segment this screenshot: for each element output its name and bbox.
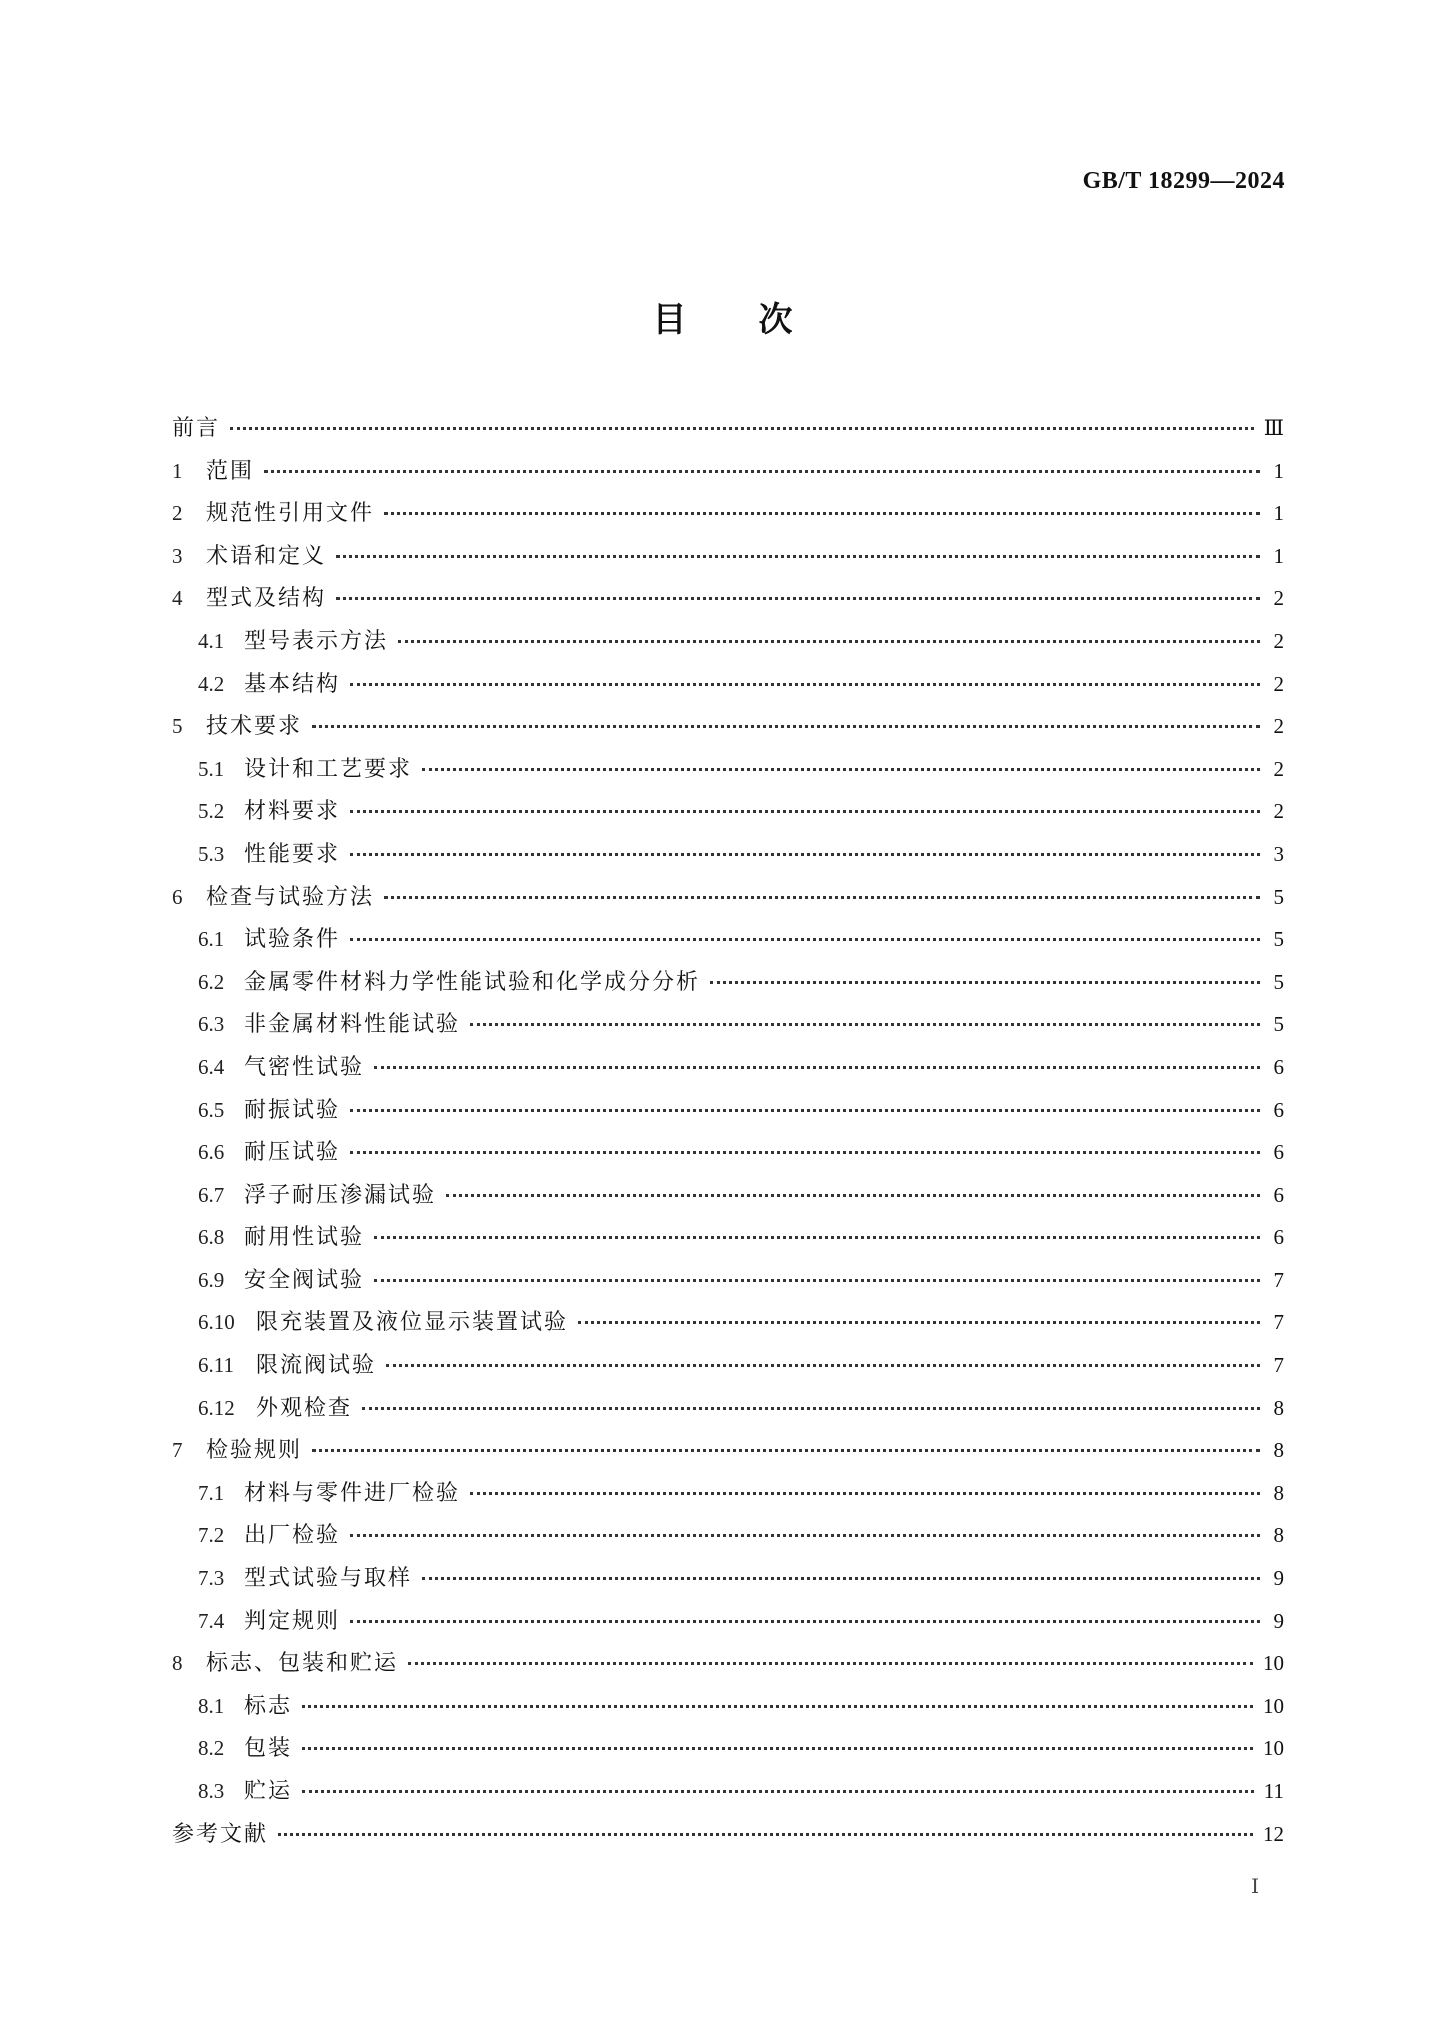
- toc-entry-label: 性能要求: [244, 841, 341, 867]
- toc-entry-page: 8: [1273, 1395, 1284, 1420]
- toc-entry-number: 5.1: [198, 756, 225, 781]
- toc-entry-page: 10: [1263, 1736, 1284, 1761]
- toc-leader-dots: [384, 896, 1260, 899]
- toc-leader-dots: [470, 1023, 1260, 1026]
- toc-entry[interactable]: [172, 1561, 1284, 1604]
- toc-entry[interactable]: [172, 1135, 1284, 1178]
- toc-entry[interactable]: [172, 1007, 1284, 1050]
- toc-entry-page: 8: [1273, 1480, 1284, 1505]
- toc-entry[interactable]: [172, 624, 1284, 667]
- toc-entry-page: 1: [1273, 501, 1284, 526]
- toc-entry-page: 12: [1263, 1821, 1284, 1846]
- toc-entry-number: 4: [172, 586, 183, 611]
- toc-entry[interactable]: [172, 794, 1284, 837]
- toc-entry-label: 标志、包装和贮运: [206, 1651, 399, 1677]
- toc-entry[interactable]: [172, 1646, 1284, 1689]
- toc-entry-number: 6.6: [198, 1140, 225, 1165]
- toc-entry-number: 5.2: [198, 799, 225, 824]
- toc-leader-dots: [374, 1066, 1260, 1069]
- toc-entry[interactable]: [172, 752, 1284, 795]
- toc-entry-number: 6.9: [198, 1267, 225, 1292]
- toc-leader-dots: [302, 1790, 1254, 1793]
- toc-leader-dots: [350, 853, 1260, 856]
- toc-entry-page: 2: [1273, 799, 1284, 824]
- toc-entry-number: 8.2: [198, 1736, 225, 1761]
- toc-entry-page: 6: [1273, 1097, 1284, 1122]
- toc-entry-label: 金属零件材料力学性能试验和化学成分分析: [244, 969, 701, 995]
- toc-entry[interactable]: [172, 1178, 1284, 1221]
- toc-entry[interactable]: [172, 411, 1284, 454]
- toc-entry-number: 6.4: [198, 1054, 225, 1079]
- toc-leader-dots: [302, 1705, 1253, 1708]
- toc-leader-dots: [302, 1747, 1253, 1750]
- toc-entry[interactable]: [172, 1476, 1284, 1519]
- toc-entry-label: 耐振试验: [244, 1097, 341, 1123]
- toc-entry-label: 型式及结构: [206, 586, 327, 612]
- toc-entry-label: 术语和定义: [206, 543, 327, 569]
- toc-entry-label: 规范性引用文件: [206, 501, 375, 527]
- toc-entry[interactable]: [172, 454, 1284, 497]
- toc-entry-label: 包装: [244, 1736, 293, 1762]
- toc-leader-dots: [408, 1662, 1253, 1665]
- toc-entry-label: 检验规则: [206, 1438, 303, 1464]
- toc-entry-page: 5: [1273, 969, 1284, 994]
- toc-leader-dots: [374, 1279, 1260, 1282]
- standard-number: GB/T 18299—2024: [1082, 168, 1285, 194]
- toc-entry-page: 9: [1273, 1566, 1284, 1591]
- toc-leader-dots: [230, 427, 1254, 430]
- toc-entry-label: 前言: [172, 416, 221, 441]
- toc-entry[interactable]: [172, 1604, 1284, 1647]
- toc-entry-page: 7: [1273, 1353, 1284, 1378]
- toc-entry[interactable]: [172, 1391, 1284, 1434]
- toc-entry-page: 6: [1273, 1054, 1284, 1079]
- toc-entry-label: 检查与试验方法: [206, 884, 375, 910]
- toc-entry[interactable]: [172, 1093, 1284, 1136]
- toc-leader-dots: [350, 1109, 1260, 1112]
- toc-leader-dots: [422, 768, 1260, 771]
- toc-entry-label: 限充装置及液位显示装置试验: [256, 1310, 569, 1336]
- toc-entry-label: 非金属材料性能试验: [244, 1012, 461, 1038]
- toc-leader-dots: [384, 512, 1260, 515]
- toc-entry-number: 2: [172, 501, 183, 526]
- toc-entry-label: 出厂检验: [244, 1523, 341, 1549]
- toc-entry-page: 6: [1273, 1225, 1284, 1250]
- toc-entry-number: 8.3: [198, 1779, 225, 1803]
- toc-entry-page: 2: [1273, 671, 1284, 696]
- toc-leader-dots: [362, 1407, 1260, 1410]
- toc-leader-dots: [350, 1620, 1260, 1623]
- toc-leader-dots: [312, 725, 1260, 728]
- toc-entry[interactable]: [172, 709, 1284, 752]
- table-of-contents: [172, 411, 1284, 1859]
- toc-entry-label: 基本结构: [244, 671, 341, 697]
- toc-entry[interactable]: [172, 1689, 1284, 1732]
- toc-entry-page: 1: [1273, 458, 1284, 483]
- toc-entry-label: 型式试验与取样: [244, 1566, 413, 1592]
- toc-leader-dots: [710, 981, 1260, 984]
- toc-leader-dots: [350, 938, 1260, 941]
- toc-entry-label: 耐压试验: [244, 1140, 341, 1166]
- toc-entry-page: 10: [1263, 1651, 1284, 1676]
- toc-leader-dots: [350, 1151, 1260, 1154]
- toc-entry[interactable]: [172, 1817, 1284, 1860]
- toc-entry-page: 2: [1273, 586, 1284, 611]
- toc-entry-label: 安全阀试验: [244, 1267, 365, 1293]
- toc-entry-label: 标志: [244, 1693, 293, 1719]
- toc-entry-label: 范围: [206, 458, 255, 484]
- toc-entry-page: Ⅲ: [1263, 416, 1284, 440]
- toc-entry-number: 6.5: [198, 1097, 225, 1122]
- toc-entry-number: 7.3: [198, 1566, 225, 1591]
- toc-leader-dots: [386, 1364, 1260, 1367]
- toc-entry[interactable]: [172, 667, 1284, 710]
- toc-entry-page: 2: [1273, 756, 1284, 781]
- toc-entry[interactable]: [172, 1220, 1284, 1263]
- toc-entry-number: 6.12: [198, 1395, 235, 1420]
- toc-entry-page: 5: [1273, 1012, 1284, 1037]
- toc-entry-page: 10: [1263, 1693, 1284, 1718]
- toc-entry-page: 5: [1273, 884, 1284, 909]
- toc-entry-number: 8.1: [198, 1693, 225, 1718]
- page-title: 目次: [652, 300, 865, 340]
- toc-entry[interactable]: [172, 837, 1284, 880]
- toc-leader-dots: [350, 810, 1260, 813]
- toc-entry-number: 7.4: [198, 1608, 225, 1633]
- toc-entry-page: 1: [1273, 543, 1284, 568]
- toc-entry-page: 2: [1273, 714, 1284, 739]
- toc-entry-page: 7: [1273, 1310, 1284, 1335]
- toc-entry-number: 6.8: [198, 1225, 225, 1250]
- toc-leader-dots: [374, 1236, 1260, 1239]
- toc-entry[interactable]: [172, 539, 1284, 582]
- toc-entry-label: 限流阀试验: [256, 1353, 377, 1379]
- toc-entry-page: 8: [1273, 1523, 1284, 1548]
- toc-entry-page: 5: [1273, 927, 1284, 952]
- toc-entry[interactable]: [172, 1774, 1284, 1817]
- toc-entry[interactable]: [172, 1305, 1284, 1348]
- toc-entry-label: 气密性试验: [244, 1054, 365, 1080]
- toc-leader-dots: [278, 1833, 1253, 1836]
- toc-entry[interactable]: [172, 1263, 1284, 1306]
- toc-entry[interactable]: [172, 1050, 1284, 1093]
- toc-leader-dots: [336, 555, 1260, 558]
- page-number: Ⅰ: [1251, 1876, 1259, 1898]
- toc-entry-number: 5.3: [198, 841, 225, 866]
- toc-entry-page: 9: [1273, 1608, 1284, 1633]
- toc-entry-label: 设计和工艺要求: [244, 756, 413, 782]
- toc-entry-number: 4.1: [198, 628, 225, 653]
- toc-entry[interactable]: [172, 922, 1284, 965]
- toc-entry-page: 8: [1273, 1438, 1284, 1463]
- toc-entry-page: 6: [1273, 1140, 1284, 1165]
- toc-entry[interactable]: [172, 1518, 1284, 1561]
- toc-entry[interactable]: [172, 880, 1284, 923]
- toc-entry-label: 外观检查: [256, 1395, 353, 1421]
- toc-entry-number: 1: [172, 458, 183, 483]
- toc-entry[interactable]: [172, 1348, 1284, 1391]
- toc-entry[interactable]: [172, 1433, 1284, 1476]
- toc-leader-dots: [446, 1194, 1260, 1197]
- toc-leader-dots: [312, 1449, 1260, 1452]
- toc-entry-label: 材料要求: [244, 799, 341, 825]
- toc-entry-label: 耐用性试验: [244, 1225, 365, 1251]
- toc-entry-number: 7: [172, 1438, 183, 1463]
- toc-entry-page: 7: [1273, 1267, 1284, 1292]
- toc-entry-number: 6.10: [198, 1310, 235, 1335]
- toc-entry-page: 2: [1273, 628, 1284, 653]
- toc-entry-label: 材料与零件进厂检验: [244, 1480, 461, 1506]
- toc-entry[interactable]: [172, 581, 1284, 624]
- toc-entry-number: 3: [172, 543, 183, 568]
- toc-leader-dots: [350, 683, 1260, 686]
- toc-entry-number: 6.2: [198, 969, 225, 994]
- toc-entry-number: 6.7: [198, 1182, 225, 1207]
- toc-leader-dots: [350, 1534, 1260, 1537]
- toc-entry-number: 8: [172, 1651, 183, 1676]
- toc-entry-page: 6: [1273, 1182, 1284, 1207]
- toc-entry-label: 浮子耐压渗漏试验: [244, 1182, 437, 1208]
- toc-entry-number: 6: [172, 884, 183, 909]
- toc-entry-number: 4.2: [198, 671, 225, 696]
- toc-leader-dots: [470, 1492, 1260, 1495]
- toc-entry-label: 参考文献: [172, 1821, 269, 1847]
- toc-leader-dots: [578, 1321, 1260, 1324]
- toc-leader-dots: [398, 640, 1260, 643]
- toc-leader-dots: [336, 597, 1260, 600]
- toc-entry-label: 型号表示方法: [244, 628, 389, 654]
- toc-entry[interactable]: [172, 496, 1284, 539]
- toc-entry-number: 6.1: [198, 927, 225, 952]
- toc-entry[interactable]: [172, 1731, 1284, 1774]
- toc-entry-page: 3: [1273, 841, 1284, 866]
- toc-entry-label: 判定规则: [244, 1608, 341, 1634]
- toc-entry-label: 试验条件: [244, 927, 341, 953]
- toc-entry-number: 6.3: [198, 1012, 225, 1037]
- toc-entry-number: 5: [172, 714, 183, 739]
- toc-entry-label: 技术要求: [206, 714, 303, 740]
- toc-entry-number: 7.2: [198, 1523, 225, 1548]
- toc-entry-page: 11: [1263, 1779, 1284, 1803]
- toc-entry-number: 7.1: [198, 1480, 225, 1505]
- toc-leader-dots: [422, 1577, 1260, 1580]
- toc-entry-number: 6.11: [198, 1353, 234, 1378]
- toc-entry-label: 贮运: [244, 1779, 293, 1804]
- toc-entry[interactable]: [172, 965, 1284, 1008]
- toc-leader-dots: [264, 470, 1260, 473]
